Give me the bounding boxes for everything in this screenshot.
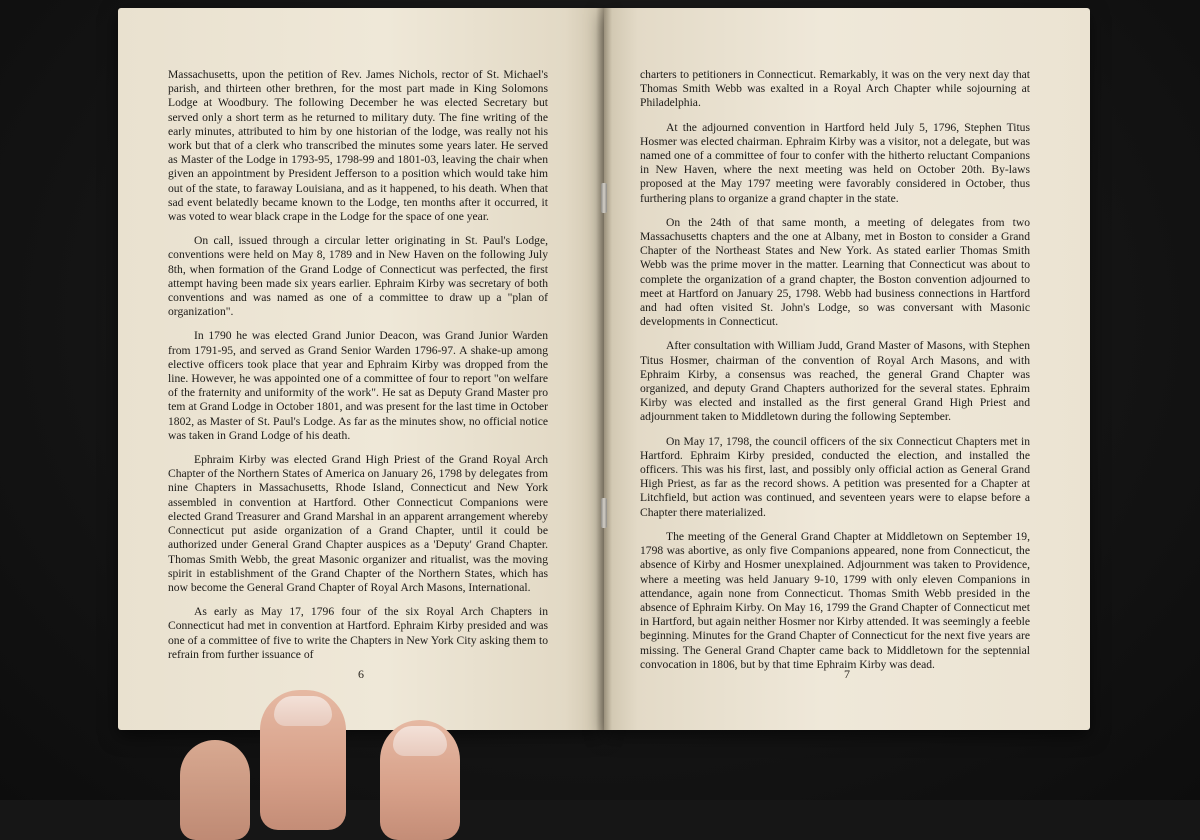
paragraph: After consultation with William Judd, Grand Master of Masons, with Stephen Titus Hosmer, chairman of the convention of Royal Arch Masons, and with Ephraim Kirby, a consensus was reached, the general Grand Chapter was organized, and deputy Grand Chapters authorized for the several states. Ephraim Kirby was elected and installed as the first general Grand High Priest and adjournment taken to Middletown during the following September. — [640, 339, 1030, 424]
right-page — [604, 8, 1090, 730]
hand-palm — [180, 740, 250, 840]
hand-holding-book — [180, 690, 580, 800]
book-gutter — [596, 8, 612, 730]
paragraph: The meeting of the General Grand Chapter at Middletown on September 19, 1798 was abortive, as only five Companions appeared, none from Connecticut, the absence of Kirby and Hosmer unexplained. Adjournment was taken to Providence, where a meeting was held January 9-10, 1799 with only eleven Companions in attendance, again none from Connecticut. Thomas Smith Webb presided in the absence of Ephraim Kirby. On May 16, 1799 the Grand Chapter of Connecticut met in Hartford, but again neither Hosmer nor Kirby attended. It was seemingly a feeble beginning. Minutes for the Grand Chapter of Connecticut for the next five years are missing. The General Grand Chapter came back to Middletown for the septennial convocation in 1806, but by that time Ephraim Kirby was dead. — [640, 529, 1030, 671]
fingernail — [274, 696, 332, 726]
paragraph: charters to petitioners in Connecticut. Remarkably, it was on the very next day that Thomas Smith Webb was exalted in a Royal Arch Chapter while sojourning at Philadelphia. — [640, 68, 1030, 110]
paragraph: Ephraim Kirby was elected Grand High Priest of the Grand Royal Arch Chapter of the Northern States of America on January 26, 1798 by delegates from nine Chapters in Massachusetts, Rhode Island, Connecticut and New York assembled in convention at Hartford. Other Connecticut Companions were elected Grand Treasurer and Grand Marshal in an apparent arrangement whereby Connecticut put aside organization of a Grand Chapter, until it could be authorized under General Grand Chapter auspices as a 'Deputy' Grand Chapter. Thomas Smith Webb, the great Masonic organizer and ritualist, was the moving spirit in establishment of the Grand Chapter of the Northern States, which has now become the General Grand Chapter of Royal Arch Masons, International. — [168, 453, 548, 594]
open-booklet — [118, 8, 1090, 730]
left-page-text — [168, 68, 548, 672]
paragraph: In 1790 he was elected Grand Junior Deacon, was Grand Junior Warden from 1791-95, and served as Grand Senior Warden 1796-97. A shake-up among elective officers took place that year and Ephraim Kirby was dropped from the line. However, he was appointed one of a committee of four to report "on welfare of the fraternity and uniformity of the work". He sat as Deputy Grand Master pro tem at Grand Lodge in October 1801, and was present for the last time in October 1802, as Master of St. Paul's Lodge. As far as the minutes show, no official notice was taken in Grand Lodge of his death. — [168, 329, 548, 442]
paragraph: Massachusetts, upon the petition of Rev. James Nichols, rector of St. Michael's parish, and thirteen other brethren, for the most part made in King Solomons Lodge at Woodbury. The following December he was elected Secretary but served only a short term as he returned to military duty. The fine writing of the early minutes, attributed to him by one historian of the lodge, was really not his work but that of a clerk who transcribed the minutes some years later. He served as Master of the Lodge in 1793-95, 1798-99 and 1801-03, leaving the chair when given an appointment by President Jefferson to a position which would take him out of the state, to faraway Louisiana, and as it happened, to his death. When that sad event belatedly became known to the Lodge, ten months after it occurred, it was voted to wear black crape in the Lodge for the space of one year. — [168, 68, 548, 224]
right-page-text — [640, 68, 1030, 682]
page-number: 7 — [844, 667, 850, 681]
thumb-finger — [260, 690, 346, 830]
paragraph: As early as May 17, 1796 four of the six Royal Arch Chapters in Connecticut had met in convention at Hartford. Ephraim Kirby presided and was one of a committee of five to write the Chapters in New York City asking them to refrain from further issuance of — [168, 605, 548, 661]
staple-icon — [601, 498, 607, 528]
staple-icon — [601, 183, 607, 213]
paragraph: On the 24th of that same month, a meeting of delegates from two Massachusetts chapters and the one at Albany, met in Boston to consider a Grand Chapter of the Northeast States and New York. As stated earlier Thomas Smith Webb was the prime mover in the matter. Learning that Connecticut was about to complete the organization of a grand chapter, the Boston convention adjourned to meet at Hartford on January 25, 1798. Webb had business connections in Hartford and had often visited St. John's Lodge, so was conversant with Masonic developments in Connecticut. — [640, 215, 1030, 329]
paragraph: At the adjourned convention in Hartford held July 5, 1796, Stephen Titus Hosmer was elected chairman. Ephraim Kirby was a visitor, not a delegate, but was named one of a committee of four to confer with the hitherto reluctant Companions in New Haven, where the next meeting was held on October 20th. By-laws proposed at the May 1797 meeting were favorably considered in October, thus furthering plans to organize a grand chapter in the state. — [640, 120, 1030, 205]
page-number: 6 — [358, 667, 364, 681]
left-page — [118, 8, 604, 730]
index-finger — [380, 720, 460, 840]
fingernail — [393, 726, 447, 756]
paragraph: On call, issued through a circular letter originating in St. Paul's Lodge, conventions were held on May 8, 1789 and in New Haven on the following July 8th, when formation of the Grand Lodge of Connecticut was perfected, the first attempt having been made six years earlier. Ephraim Kirby was secretary of both conventions and was named as one of a committee to draw up a "plan of organization". — [168, 234, 548, 319]
paragraph: On May 17, 1798, the council officers of the six Connecticut Chapters met in Hartford. Ephraim Kirby presided, conducted the election, and installed the officers. This was his first, last, and possibly only official action as General Grand High Priest, as far as the record shows. A petition was presented for a Chapter at Litchfield, but action was continued, and seventeen years were to elapse before a Chapter there materialized. — [640, 434, 1030, 519]
